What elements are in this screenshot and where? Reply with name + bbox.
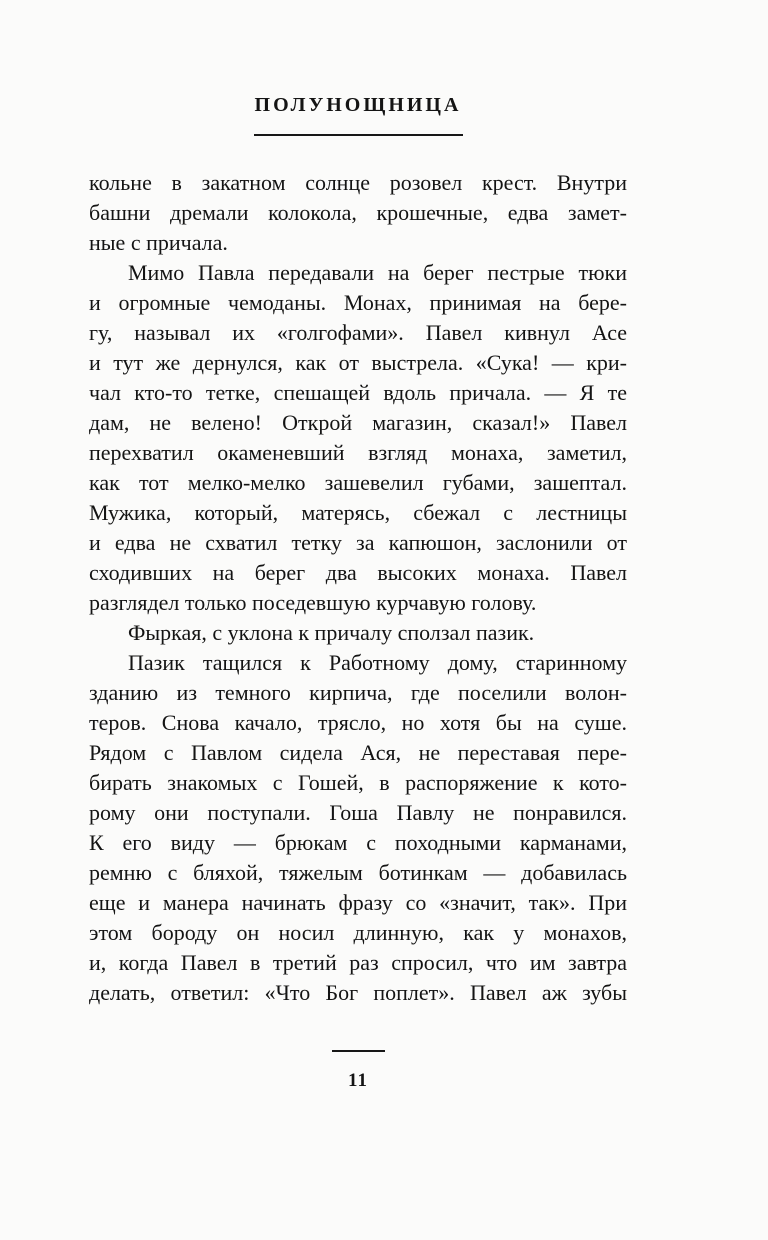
text-line: башни дремали колокола, крошечные, едва замет- xyxy=(89,200,627,225)
text-line: еще и манера начинать фразу со «значит, так». При xyxy=(89,890,627,915)
header-rule xyxy=(254,134,463,136)
text-line: Мужика, который, матерясь, сбежал с лестницы xyxy=(89,500,627,525)
text-line: гу, называл их «голгофами». Павел кивнул Асе xyxy=(89,320,627,345)
text-line: дам, не велено! Открой магазин, сказал!» Павел xyxy=(89,410,627,435)
page-footer xyxy=(89,1050,627,1092)
text-line: кольне в закатном солнце розовел крест. Внутри xyxy=(89,170,627,195)
footer-rule xyxy=(332,1050,385,1052)
text-line: Рядом с Павлом сидела Ася, не переставая пере- xyxy=(89,740,627,765)
text-line: ремню с бляхой, тяжелым ботинкам — добавилась xyxy=(89,860,627,885)
text-column xyxy=(89,0,627,1008)
text-line: и огромные чемоданы. Монах, принимая на бере- xyxy=(89,290,627,315)
running-header-title: ПОЛУНОЩНИЦА xyxy=(254,94,462,116)
text-line: перехватил окаменевший взгляд монаха, заметил, xyxy=(89,440,627,465)
page-number: 11 xyxy=(348,1070,368,1091)
text-line: чал кто-то тетке, спешащей вдоль причала. — Я те xyxy=(89,380,627,405)
text-line: Мимо Павла передавали на берег пестрые тюки xyxy=(128,260,627,285)
text-line: делать, ответил: «Что Бог поплет». Павел аж зубы xyxy=(89,980,627,1005)
text-line: как тот мелко-мелко зашевелил губами, зашептал. xyxy=(89,470,627,495)
text-line: теров. Снова качало, трясло, но хотя бы на суше. xyxy=(89,710,627,735)
text-line: и, когда Павел в третий раз спросил, что им завтра xyxy=(89,950,627,975)
text-line: зданию из темного кирпича, где поселили волон- xyxy=(89,680,627,705)
text-line: К его виду — брюкам с походными карманами, xyxy=(89,830,627,855)
text-line: Пазик тащился к Работному дому, старинному xyxy=(128,650,627,675)
text-line: ные с причала. xyxy=(89,230,228,255)
text-line: сходивших на берег два высоких монаха. Павел xyxy=(89,560,627,585)
text-line: разглядел только поседевшую курчавую голову. xyxy=(89,590,537,615)
text-line: и едва не схватил тетку за капюшон, заслонили от xyxy=(89,530,627,555)
text-line: этом бороду он носил длинную, как у монахов, xyxy=(89,920,627,945)
text-line: и тут же дернулся, как от выстрела. «Сука! — кри- xyxy=(89,350,627,375)
text-line: бирать знакомых с Гошей, в распоряжение к кото- xyxy=(89,770,627,795)
text-line: рому они поступали. Гоша Павлу не понравился. xyxy=(89,800,627,825)
text-line: Фыркая, с уклона к причалу сползал пазик. xyxy=(128,620,535,645)
body-text xyxy=(89,168,627,1008)
